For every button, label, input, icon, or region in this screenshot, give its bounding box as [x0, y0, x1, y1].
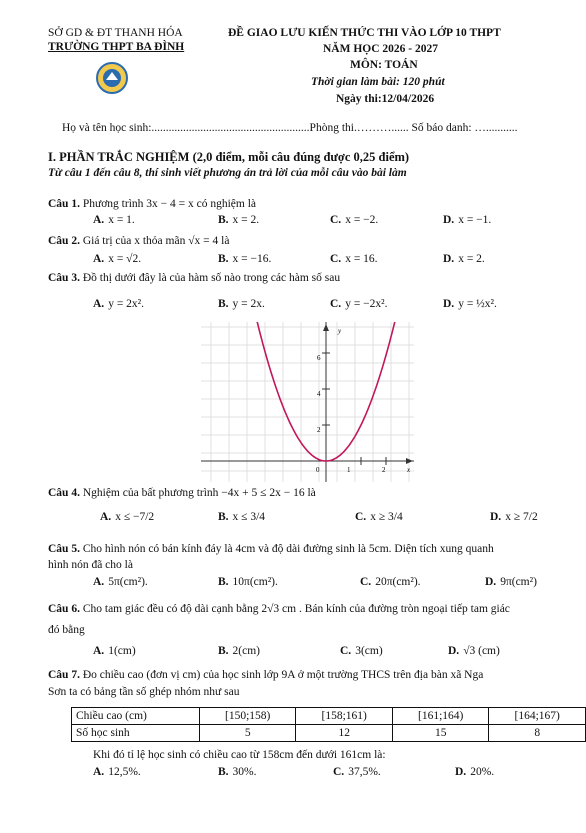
table-cell: Số học sinh [72, 725, 200, 742]
question-2: Câu 2. Giá trị của x thỏa mãn √x = 4 là [48, 235, 230, 247]
x-tick-1: 1 [347, 466, 351, 474]
q5-option-d[interactable]: D. 9π(cm²) [485, 576, 537, 588]
q6-option-a[interactable]: A. 1(cm) [93, 645, 136, 657]
section-title: I. PHẦN TRẮC NGHIỆM (2,0 điểm, mỗi câu đúng được 0,25 điểm) [48, 150, 410, 164]
q5-option-b[interactable]: B. 10π(cm²). [218, 576, 278, 588]
exam-title: ĐỀ GIAO LƯU KIẾN THỨC THI VÀO LỚP 10 THPT [228, 27, 501, 39]
q1-option-d[interactable]: D. x = −1. [443, 214, 492, 226]
y-tick-6: 6 [317, 354, 321, 362]
q4-option-c[interactable]: C. x ≥ 3/4 [355, 511, 403, 523]
q2-option-c[interactable]: C. x = 16. [330, 253, 378, 265]
q3-option-b[interactable]: B. y = 2x. [218, 298, 265, 310]
table-cell: [158;161) [296, 708, 393, 725]
subject: MÔN: TOÁN [350, 59, 418, 71]
frequency-table [71, 707, 586, 742]
q6-option-d[interactable]: D. √3 (cm) [448, 645, 500, 657]
question-6-line2: đó bằng [48, 624, 85, 636]
school-logo-icon [96, 62, 128, 94]
school-name: TRƯỜNG THPT BA ĐÌNH [48, 41, 185, 53]
table-row [72, 725, 586, 742]
x-axis-label: x [407, 466, 411, 474]
question-text: Phương trình 3x − 4 = x có nghiệm là [82, 198, 257, 210]
dept-name: SỞ GD & ĐT THANH HÓA [48, 27, 183, 39]
student-info-line: Họ và tên học sinh:.......................................................Phòng thi.………...... Số báo danh: …........... [62, 122, 518, 134]
school-year: NĂM HỌC 2026 - 2027 [323, 43, 438, 55]
q2-option-d[interactable]: D. x = 2. [443, 253, 485, 265]
question-number: Câu 1. [48, 198, 80, 210]
q3-option-c[interactable]: C. y = −2x². [330, 298, 388, 310]
table-cell: 12 [296, 725, 393, 742]
question-3: Câu 3. Đồ thị dưới đây là của hàm số nào trong các hàm số sau [48, 272, 341, 284]
q4-option-b[interactable]: B. x ≤ 3/4 [218, 511, 266, 523]
table-cell: 5 [199, 725, 296, 742]
q7-option-b[interactable]: B. 30%. [218, 766, 257, 778]
q3-option-d[interactable]: D. y = ½x². [443, 298, 497, 310]
table-cell: [161;164) [392, 708, 489, 725]
q4-option-a[interactable]: A. x ≤ −7/2 [100, 511, 155, 523]
q7-option-a[interactable]: A. 12,5%. [93, 766, 141, 778]
table-row [72, 708, 586, 725]
q1-option-c[interactable]: C. x = −2. [330, 214, 379, 226]
x-tick-2: 2 [382, 466, 386, 474]
question-1 [48, 198, 256, 210]
q7-option-c[interactable]: C. 37,5%. [333, 766, 381, 778]
question-6: Câu 6. Cho tam giác đều có độ dài cạnh bằng 2√3 cm . Bán kính của đường tròn ngoại tiếp tam giác [48, 603, 510, 615]
question-7-line2: Sơn ta có bảng tần số ghép nhóm như sau [48, 686, 240, 698]
table-cell: Chiều cao (cm) [72, 708, 200, 725]
q2-option-b[interactable]: B. x = −16. [218, 253, 272, 265]
origin-label: 0 [316, 466, 320, 474]
q1-option-b[interactable]: B. x = 2. [218, 214, 260, 226]
q5-option-a[interactable]: A. 5π(cm²). [93, 576, 148, 588]
q7-option-d[interactable]: D. 20%. [455, 766, 495, 778]
question-5: Câu 5. Cho hình nón có bán kính đáy là 4cm và độ dài đường sinh là 5cm. Diện tích xung quanh [48, 543, 494, 555]
table-cell: [164;167) [489, 708, 586, 725]
question-7-prompt: Khi đó tỉ lệ học sinh có chiều cao từ 158cm đến dưới 161cm là: [93, 749, 386, 761]
y-axis-label: y [338, 327, 342, 335]
section-instruction: Từ câu 1 đến câu 8, thí sinh viết phương án trả lời của mỗi câu vào bài làm [48, 167, 407, 179]
axis-ticks [322, 353, 386, 465]
q4-option-d[interactable]: D. x ≥ 7/2 [490, 511, 538, 523]
q2-option-a[interactable]: A. x = √2. [93, 253, 142, 265]
q5-option-c[interactable]: C. 20π(cm²). [360, 576, 421, 588]
y-tick-4: 4 [317, 390, 321, 398]
q6-option-b[interactable]: B. 2(cm) [218, 645, 261, 657]
question-4: Câu 4. Nghiệm của bất phương trình −4x + 5 ≤ 2x − 16 là [48, 487, 316, 499]
exam-time: Thời gian làm bài: 120 phút [311, 76, 445, 88]
question-5-line2: hình nón đã cho là [48, 559, 133, 571]
table-cell: 8 [489, 725, 586, 742]
table-cell: 15 [392, 725, 489, 742]
parabola-graph [201, 322, 414, 482]
table-cell: [150;158) [199, 708, 296, 725]
y-tick-2: 2 [317, 426, 321, 434]
exam-date: Ngày thi:12/04/2026 [336, 93, 435, 105]
q1-option-a[interactable]: A. x = 1. [93, 214, 135, 226]
question-7: Câu 7. Đo chiều cao (đơn vị cm) của học sinh lớp 9A ở một trường THCS trên địa bàn xã Nga [48, 669, 484, 681]
q6-option-c[interactable]: C. 3(cm) [340, 645, 383, 657]
q3-option-a[interactable]: A. y = 2x². [93, 298, 144, 310]
